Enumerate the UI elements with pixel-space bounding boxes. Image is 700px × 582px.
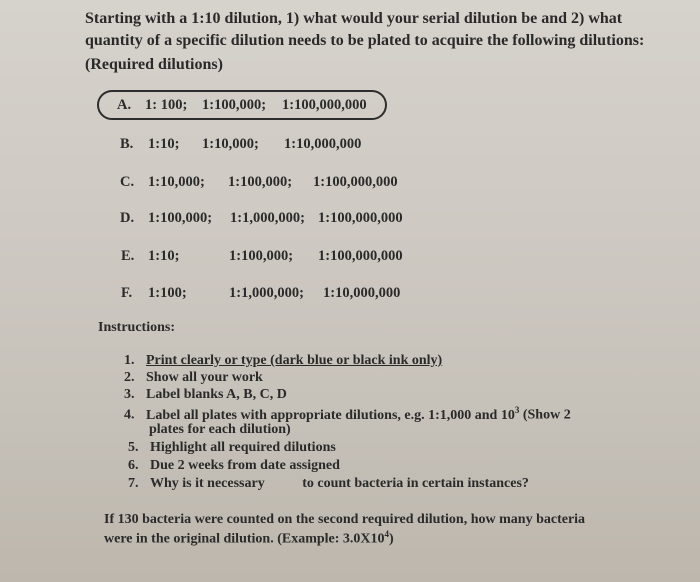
instructions-heading: Instructions: [98, 320, 176, 335]
option-letter: C. [120, 174, 135, 190]
option-dilution-3: 1:100,000,000 [313, 174, 398, 190]
option-dilution-2: 1:100,000; [228, 174, 293, 190]
instruction-number: 5. [128, 440, 139, 455]
instruction-number: 4. [124, 407, 135, 423]
option-dilution-1: 1:100,000; [148, 210, 213, 226]
option-dilution-1: 1: 100; [145, 97, 188, 113]
instruction-text: Label all plates with appropriate dilutions, e.g. 1:1,000 and 10 [146, 407, 515, 423]
instruction-item-4 [124, 405, 571, 424]
question-line-2: quantity of a specific dilution needs to be plated to acquire the following dilutions: [85, 32, 645, 49]
option-dilution-2: 1:1,000,000; [229, 285, 304, 301]
instruction-item-6 [128, 458, 340, 474]
instruction-number: 3. [124, 387, 135, 402]
option-dilution-3: 1:100,000,000 [318, 248, 403, 264]
instruction-text: Show all your work [146, 370, 263, 385]
instruction-text: Due 2 weeks from date assigned [150, 458, 340, 473]
exponent: 4 [384, 529, 390, 539]
option-letter: E. [121, 248, 135, 264]
instruction-item-7 [128, 476, 529, 492]
exponent: 3 [514, 405, 520, 415]
instruction-text: Highlight all required dilutions [150, 440, 336, 455]
question-line-3: (Required dilutions) [85, 56, 223, 73]
option-dilution-2: 1:100,000; [229, 248, 294, 264]
instruction-number: 1. [124, 353, 135, 368]
instruction-text: Print clearly or type (dark blue or black ink only) [146, 353, 443, 368]
instruction-text: Why is it necessary [150, 476, 265, 491]
question-line-1: Starting with a 1:10 dilution, 1) what would your serial dilution be and 2) what [85, 10, 623, 27]
instruction-text-after: (Show 2 [519, 407, 571, 423]
final-question-text: were in the original dilution. (Example: 3.0X10 [104, 531, 385, 547]
option-dilution-1: 1:100; [148, 285, 187, 301]
instruction-text-after: to count bacteria in certain instances? [302, 476, 529, 491]
option-dilution-3: 1:100,000,000 [318, 210, 403, 226]
option-letter: B. [120, 136, 134, 152]
option-letter: F. [121, 285, 133, 301]
option-dilution-1: 1:10; [148, 136, 180, 152]
instruction-number: 7. [128, 476, 139, 491]
final-question-end: ) [389, 531, 394, 547]
option-dilution-1: 1:10; [148, 248, 180, 264]
option-letter: A. [117, 97, 132, 113]
final-question-line-2 [104, 529, 394, 548]
instruction-item-4-line-2: plates for each dilution) [149, 422, 291, 437]
instruction-item-2 [124, 370, 263, 386]
option-dilution-1: 1:10,000; [148, 174, 205, 190]
option-dilution-3: 1:100,000,000 [282, 97, 367, 113]
instruction-item-3 [124, 387, 287, 403]
option-dilution-2: 1:100,000; [202, 97, 267, 113]
instruction-item-1 [124, 353, 442, 369]
option-dilution-2: 1:10,000; [202, 136, 259, 152]
instruction-number: 2. [124, 370, 135, 385]
option-dilution-2: 1:1,000,000; [230, 210, 305, 226]
option-letter: D. [120, 210, 135, 226]
instruction-number: 6. [128, 458, 139, 473]
final-question-line-1: If 130 bacteria were counted on the second required dilution, how many bacteria [104, 512, 586, 527]
option-dilution-3: 1:10,000,000 [323, 285, 401, 301]
instruction-text: Label blanks A, B, C, D [146, 387, 287, 402]
instruction-item-5 [128, 440, 336, 456]
option-dilution-3: 1:10,000,000 [284, 136, 362, 152]
